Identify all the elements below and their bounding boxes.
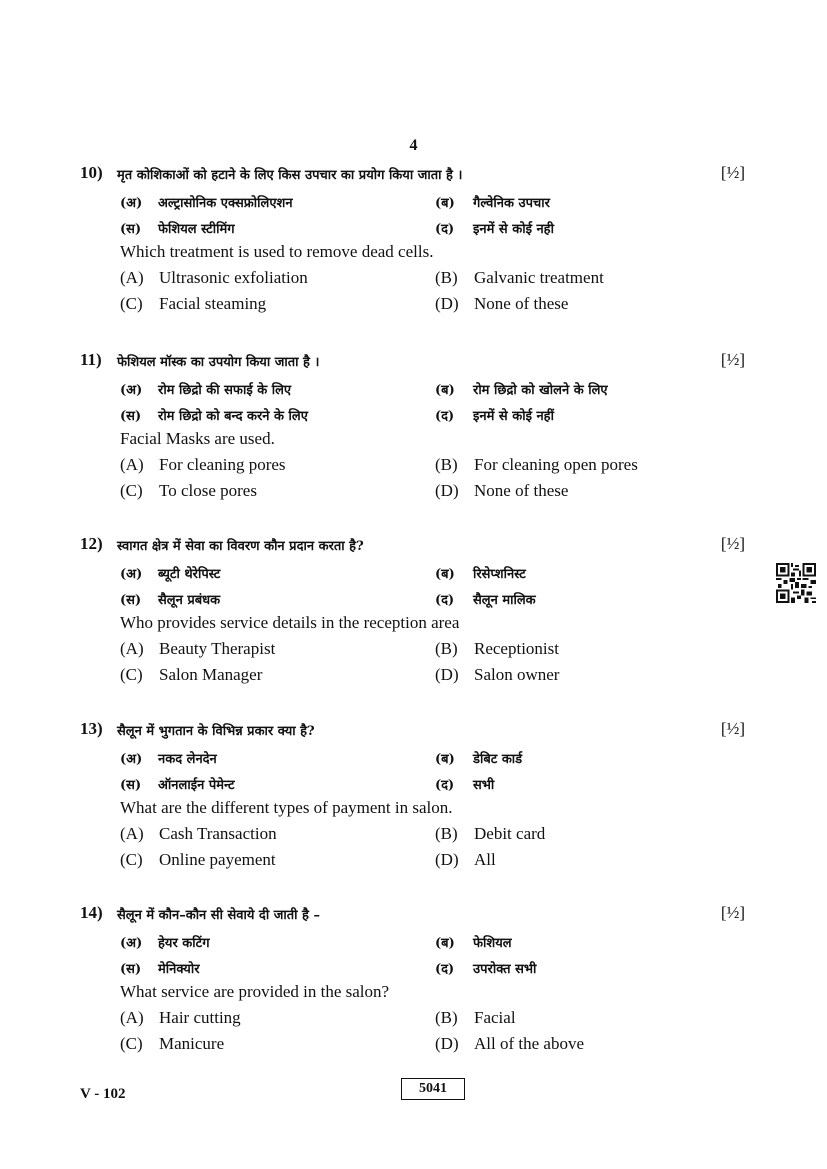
option-label: (स) [120,778,142,793]
hindi-option-row [80,216,760,242]
option-label: (B) [435,1008,458,1027]
question-number: 12) [80,534,103,553]
option-text: मेनिक्योर [158,962,200,977]
question-header [80,719,760,746]
option-text: None of these [474,294,569,313]
option-text: Debit card [474,824,546,843]
option-label: (B) [435,824,458,843]
option-text: फेशियल स्टीमिंग [158,222,235,237]
hindi-option-row [80,190,760,216]
hindi-option-row [80,587,760,613]
english-option-c [120,294,266,314]
option-label: (अ) [120,936,143,951]
hindi-option-b [435,933,512,951]
hindi-option-row [80,746,760,772]
question-14 [80,903,760,1060]
option-text: सैलून मालिक [473,593,536,608]
english-question: What service are provided in the salon? [120,982,390,1001]
option-text: रोम छिद्रो को खोलने के लिए [473,383,608,398]
hindi-option-a [120,749,217,767]
option-text: ब्यूटी थेरेपिस्ट [158,567,221,582]
hindi-option-c [120,775,235,793]
option-text: Facial [474,1008,516,1027]
english-option-d [435,665,559,685]
option-label: (ब) [435,936,455,951]
option-label: (स) [120,222,142,237]
english-option-row [80,824,760,850]
english-option-b [435,1008,516,1028]
english-option-d [435,1034,584,1054]
question-marks: [½] [720,350,745,369]
hindi-option-b [435,749,522,767]
option-text: For cleaning pores [159,455,286,474]
option-label: (B) [435,639,458,658]
option-label: (ब) [435,383,455,398]
option-text: Manicure [159,1034,225,1053]
option-text: For cleaning open pores [474,455,638,474]
english-question: Who provides service details in the reception area [120,613,460,632]
option-text: Receptionist [474,639,559,658]
option-text: रिसेप्शनिस्ट [473,567,526,582]
question-marks: [½] [720,719,745,738]
english-option-d [435,294,568,314]
option-label: (ब) [435,196,455,211]
option-label: (A) [120,455,144,474]
english-option-row [80,639,760,665]
hindi-option-d [435,959,536,977]
english-option-a [120,268,308,288]
option-label: (स) [120,962,142,977]
question-13 [80,719,760,876]
option-text: All [474,850,496,869]
english-option-a [120,455,286,475]
hindi-option-b [435,380,608,398]
option-text: To close pores [159,481,257,500]
option-label: (द) [435,222,455,237]
option-text: Salon owner [474,665,560,684]
option-label: (ब) [435,567,455,582]
hindi-option-c [120,406,308,424]
option-text: रोम छिद्रो की सफाई के लिए [158,383,292,398]
english-option-c [120,1034,224,1054]
option-label: (A) [120,1008,144,1027]
english-question: Facial Masks are used. [120,429,275,448]
page-number: 4 [409,137,418,154]
option-label: (C) [120,294,143,313]
option-text: None of these [474,481,569,500]
question-marks: [½] [720,903,745,922]
option-label: (A) [120,639,144,658]
english-option-row [80,1008,760,1034]
question-header [80,903,760,930]
english-option-a [120,639,275,659]
english-option-d [435,481,568,501]
option-label: (द) [435,593,455,608]
option-text: फेशियल [473,936,512,951]
english-question: What are the different types of payment in salon. [120,798,453,817]
hindi-question: सैलून में कौन–कौन सी सेवाये दी जाती है – [117,908,320,923]
english-option-b [435,824,545,844]
hindi-option-b [435,193,550,211]
question-number: 11) [80,350,102,369]
option-text: Galvanic treatment [474,268,604,287]
english-option-row [80,455,760,481]
question-marks: [½] [720,534,745,553]
option-label: (द) [435,962,455,977]
option-text: Ultrasonic exfoliation [159,268,308,287]
english-option-row [80,294,760,320]
option-label: (A) [120,824,144,843]
english-option-c [120,850,276,870]
option-text: इनमें से कोई नहीं [473,409,554,424]
option-text: ऑनलाईन पेमेन्ट [158,778,235,793]
option-label: (D) [435,665,459,684]
option-label: (द) [435,778,455,793]
hindi-option-d [435,406,554,424]
hindi-option-d [435,219,554,237]
option-text: सभी [473,778,495,793]
hindi-option-row [80,772,760,798]
hindi-option-a [120,564,220,582]
hindi-question: फेशियल मॉस्क का उपयोग किया जाता है । [117,355,320,370]
english-option-a [120,1008,241,1028]
option-label: (D) [435,1034,459,1053]
question-header [80,163,760,190]
option-text: अल्ट्रासोनिक एक्सफ्रोलिएशन [158,196,293,211]
option-label: (अ) [120,196,143,211]
hindi-option-b [435,564,526,582]
option-text: रोम छिद्रो को बन्द करने के लिए [158,409,308,424]
paper-code: V - 102 [80,1086,126,1102]
option-text: Beauty Therapist [159,639,276,658]
hindi-option-c [120,590,220,608]
english-option-row [80,850,760,876]
option-label: (C) [120,665,143,684]
hindi-question: स्वागत क्षेत्र में सेवा का विवरण कौन प्रदान करता है? [117,539,364,554]
question-header [80,350,760,377]
hindi-option-d [435,775,494,793]
option-text: Salon Manager [159,665,263,684]
english-option-row [80,268,760,294]
question-11 [80,350,760,507]
option-label: (B) [435,455,458,474]
option-label: (D) [435,294,459,313]
option-text: Cash Transaction [159,824,277,843]
option-label: (स) [120,593,142,608]
question-number: 14) [80,903,103,922]
english-option-row [80,665,760,691]
question-number: 13) [80,719,103,738]
hindi-option-a [120,193,293,211]
option-text: सैलून प्रबंधक [158,593,221,608]
hindi-option-a [120,933,210,951]
option-text: Online payement [159,850,276,869]
question-header [80,534,760,561]
hindi-option-a [120,380,291,398]
option-label: (B) [435,268,458,287]
option-text: All of the above [474,1034,584,1053]
option-label: (C) [120,481,143,500]
english-option-d [435,850,496,870]
option-label: (अ) [120,752,143,767]
hindi-option-c [120,959,200,977]
question-marks: [½] [720,163,745,182]
question-12 [80,534,760,691]
english-option-b [435,455,638,475]
hindi-option-row [80,377,760,403]
option-label: (अ) [120,383,143,398]
option-label: (ब) [435,752,455,767]
english-option-c [120,665,262,685]
option-text: इनमें से कोई नही [473,222,554,237]
hindi-option-row [80,403,760,429]
option-label: (C) [120,1034,143,1053]
english-option-row [80,481,760,507]
option-text: हेयर कटिंग [158,936,210,951]
hindi-option-d [435,590,536,608]
option-label: (स) [120,409,142,424]
hindi-option-row [80,930,760,956]
hindi-question: सैलून में भुगतान के विभिन्न प्रकार क्या है? [117,724,315,739]
english-question: Which treatment is used to remove dead cells. [120,242,434,261]
option-label: (D) [435,481,459,500]
hindi-question: मृत कोशिकाओं को हटाने के लिए किस उपचार का प्रयोग किया जाता है । [117,168,463,183]
option-label: (अ) [120,567,143,582]
option-label: (द) [435,409,455,424]
option-text: डेबिट कार्ड [473,752,523,767]
qr-code [776,563,816,603]
hindi-option-c [120,219,235,237]
english-option-c [120,481,257,501]
english-option-a [120,824,277,844]
option-text: Facial steaming [159,294,267,313]
english-option-b [435,268,604,288]
hindi-option-row [80,561,760,587]
page-code-box: 5041 [401,1078,465,1100]
option-text: Hair cutting [159,1008,241,1027]
option-label: (A) [120,268,144,287]
option-label: (D) [435,850,459,869]
option-text: उपरोक्त सभी [473,962,537,977]
option-text: नकद लेनदेन [158,752,217,767]
english-option-row [80,1034,760,1060]
english-option-b [435,639,559,659]
option-text: गैल्वेनिक उपचार [473,196,550,211]
option-label: (C) [120,850,143,869]
question-10 [80,163,760,320]
hindi-option-row [80,956,760,982]
question-number: 10) [80,163,103,182]
